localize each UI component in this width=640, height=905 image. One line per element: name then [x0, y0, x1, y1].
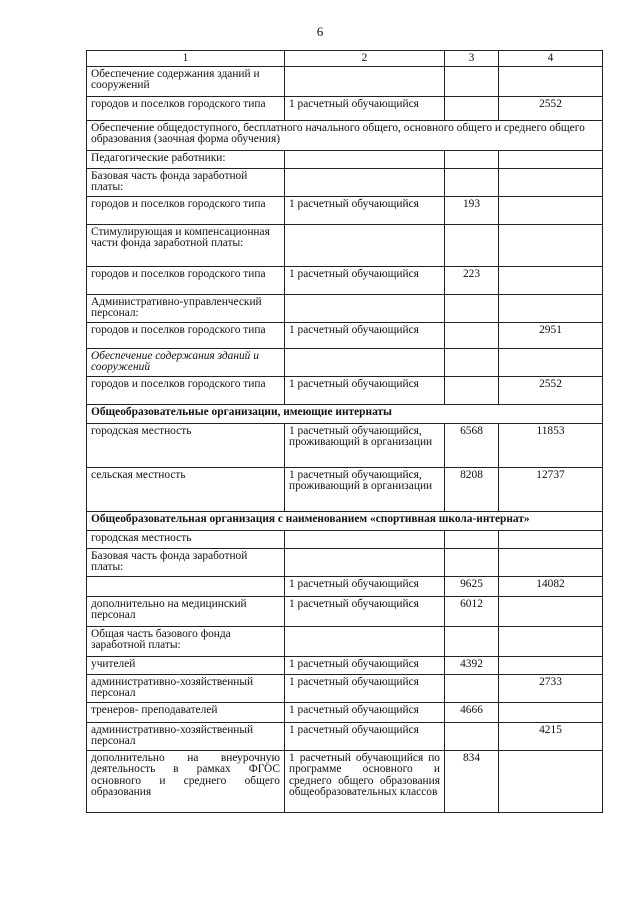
- section-header-row: [87, 511, 603, 530]
- value-col3-cell: [445, 168, 499, 196]
- unit-cell: 1 расчетный обучающийся, проживающий в организации: [285, 423, 445, 467]
- value-col4-cell: [499, 750, 603, 812]
- value-col3-cell: 4666: [445, 702, 499, 722]
- value-col3-cell: 4392: [445, 656, 499, 674]
- value-col4-cell: 4215: [499, 722, 603, 750]
- indicator-cell: городская местность: [87, 530, 285, 548]
- table-row: [87, 168, 603, 196]
- table-row: [87, 548, 603, 576]
- value-col4-cell: 2733: [499, 674, 603, 702]
- value-col4-cell: [499, 596, 603, 626]
- value-col3-cell: 834: [445, 750, 499, 812]
- value-col4-cell: [499, 294, 603, 322]
- value-col4-cell: 12737: [499, 467, 603, 511]
- value-col4-cell: 2951: [499, 322, 603, 348]
- page-number: 6: [316, 24, 324, 39]
- value-col3-cell: 223: [445, 266, 499, 294]
- unit-cell: 1 расчетный обучающийся: [285, 702, 445, 722]
- table-row: [87, 626, 603, 656]
- indicator-cell: административно-хозяйственный персонал: [87, 674, 285, 702]
- table-row: [87, 266, 603, 294]
- value-col3-cell: 193: [445, 196, 499, 224]
- indicator-cell: Общая часть базового фонда заработной платы:: [87, 626, 285, 656]
- indicator-cell: административно-хозяйственный персонал: [87, 722, 285, 750]
- value-col4-cell: [499, 702, 603, 722]
- unit-cell: [285, 626, 445, 656]
- value-col3-cell: [445, 674, 499, 702]
- indicator-cell: сельская местность: [87, 467, 285, 511]
- indicator-cell: Стимулирующая и компенсационная части фонда заработной платы:: [87, 224, 285, 266]
- section-title: Обеспечение общедоступного, бесплатного начального общего, основного общего и среднего общего образования (заочная форма обучения): [87, 120, 603, 150]
- table-row: [87, 348, 603, 376]
- indicator-cell: городов и поселков городского типа: [87, 322, 285, 348]
- unit-cell: 1 расчетный обучающийся: [285, 674, 445, 702]
- section-title-row: [87, 120, 603, 150]
- unit-cell: 1 расчетный обучающийся: [285, 96, 445, 120]
- value-col4-cell: [499, 626, 603, 656]
- value-col3-cell: [445, 376, 499, 404]
- unit-cell: [285, 530, 445, 548]
- unit-cell: [285, 66, 445, 96]
- value-col4-cell: [499, 168, 603, 196]
- indicator-cell: Базовая часть фонда заработной платы:: [87, 548, 285, 576]
- value-col4-cell: [499, 266, 603, 294]
- table-row: [87, 196, 603, 224]
- unit-cell: 1 расчетный обучающийся: [285, 196, 445, 224]
- table-row: [87, 224, 603, 266]
- value-col3-cell: [445, 224, 499, 266]
- indicator-cell: учителей: [87, 656, 285, 674]
- indicator-cell: городская местность: [87, 423, 285, 467]
- unit-cell: 1 расчетный обучающийся: [285, 656, 445, 674]
- value-col3-cell: [445, 96, 499, 120]
- section-heading: Общеобразовательные организации, имеющие интернаты: [87, 404, 603, 423]
- unit-cell: 1 расчетный обучающийся: [285, 722, 445, 750]
- table-header-row: [87, 51, 603, 67]
- unit-cell: [285, 348, 445, 376]
- value-col3-cell: 6012: [445, 596, 499, 626]
- indicator-cell: городов и поселков городского типа: [87, 196, 285, 224]
- unit-cell: [285, 548, 445, 576]
- indicator-cell: дополнительно на медицинский персонал: [87, 596, 285, 626]
- table-row: [87, 656, 603, 674]
- table-row: [87, 750, 603, 812]
- value-col3-cell: 8208: [445, 467, 499, 511]
- indicator-cell: городов и поселков городского типа: [87, 376, 285, 404]
- value-col3-cell: [445, 322, 499, 348]
- unit-cell: 1 расчетный обучающийся: [285, 576, 445, 596]
- table-row: [87, 674, 603, 702]
- value-col4-cell: 2552: [499, 376, 603, 404]
- table-row: [87, 150, 603, 168]
- value-col4-cell: [499, 348, 603, 376]
- column-header-4: 4: [499, 51, 603, 67]
- value-col4-cell: [499, 530, 603, 548]
- value-col4-cell: [499, 224, 603, 266]
- value-col3-cell: [445, 150, 499, 168]
- table-row: [87, 702, 603, 722]
- unit-cell: 1 расчетный обучающийся по программе основного и среднего общего образования общеобразовательных классов: [285, 750, 445, 812]
- indicator-cell: Обеспечение содержания зданий и сооружений: [87, 66, 285, 96]
- value-col3-cell: [445, 530, 499, 548]
- table-body: [87, 51, 603, 813]
- column-header-3: 3: [445, 51, 499, 67]
- value-col3-cell: 6568: [445, 423, 499, 467]
- indicator-cell: Базовая часть фонда заработной платы:: [87, 168, 285, 196]
- table-row: [87, 294, 603, 322]
- section-header-row: [87, 404, 603, 423]
- unit-cell: 1 расчетный обучающийся, проживающий в организации: [285, 467, 445, 511]
- unit-cell: [285, 224, 445, 266]
- indicator-cell: тренеров- преподавателей: [87, 702, 285, 722]
- value-col4-cell: [499, 548, 603, 576]
- indicator-cell: [87, 576, 285, 596]
- value-col3-cell: [445, 348, 499, 376]
- value-col4-cell: 14082: [499, 576, 603, 596]
- table-row: [87, 722, 603, 750]
- table-row: [87, 423, 603, 467]
- indicator-cell: городов и поселков городского типа: [87, 266, 285, 294]
- value-col3-cell: [445, 722, 499, 750]
- table-row: [87, 322, 603, 348]
- unit-cell: 1 расчетный обучающийся: [285, 376, 445, 404]
- unit-cell: [285, 168, 445, 196]
- value-col4-cell: [499, 196, 603, 224]
- value-col3-cell: [445, 548, 499, 576]
- value-col3-cell: [445, 626, 499, 656]
- normatives-table: [86, 50, 603, 813]
- table-row: [87, 596, 603, 626]
- indicator-cell: дополнительно на внеурочную деятельность в рамках ФГОС основного и среднего общего образования: [87, 750, 285, 812]
- value-col4-cell: 2552: [499, 96, 603, 120]
- indicator-cell: городов и поселков городского типа: [87, 96, 285, 120]
- value-col3-cell: [445, 66, 499, 96]
- indicator-cell: Педагогические работники:: [87, 150, 285, 168]
- unit-cell: [285, 150, 445, 168]
- unit-cell: 1 расчетный обучающийся: [285, 596, 445, 626]
- indicator-cell: Обеспечение содержания зданий и сооружений: [87, 348, 285, 376]
- value-col4-cell: [499, 66, 603, 96]
- unit-cell: 1 расчетный обучающийся: [285, 266, 445, 294]
- value-col3-cell: 9625: [445, 576, 499, 596]
- column-header-1: 1: [87, 51, 285, 67]
- section-heading: Общеобразовательная организация с наименованием «спортивная школа-интернат»: [87, 511, 603, 530]
- table-row: [87, 576, 603, 596]
- table-row: [87, 96, 603, 120]
- column-header-2: 2: [285, 51, 445, 67]
- value-col4-cell: [499, 656, 603, 674]
- unit-cell: [285, 294, 445, 322]
- value-col3-cell: [445, 294, 499, 322]
- table-row: [87, 376, 603, 404]
- indicator-cell: Административно-управленческий персонал:: [87, 294, 285, 322]
- table-row: [87, 66, 603, 96]
- table-row: [87, 467, 603, 511]
- table-row: [87, 530, 603, 548]
- value-col4-cell: 11853: [499, 423, 603, 467]
- value-col4-cell: [499, 150, 603, 168]
- unit-cell: 1 расчетный обучающийся: [285, 322, 445, 348]
